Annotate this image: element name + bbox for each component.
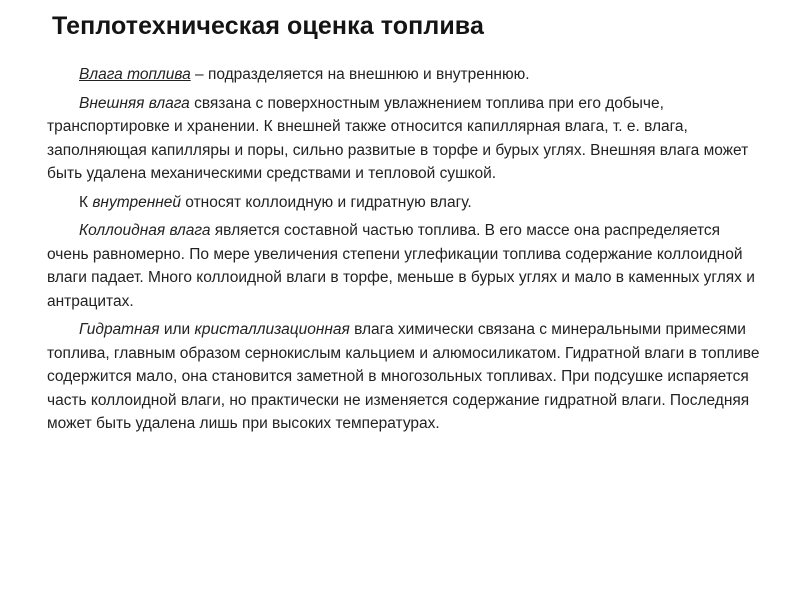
paragraph-text: связана с поверхностным увлажнением топлива при его добыче, транспортировке и хранении. К внешней также относится капиллярная влага, т. е. влага, заполняющая капилляры и поры, сильно развитые в торфе и бурых углях. Внешняя влага может быть удалена механическими средствами и тепловой сушкой. xyxy=(47,94,749,182)
paragraph-text: влага химически связана с минеральными примесями топлива, главным образом сернокислым кальцием и алюмосиликатом. Гидратной влаги в топливе содержится мало, она становится заметной в многозольных топливах. При подсушке испаряется часть коллоидной влаги, но практически не изменяется содержание гидратной влаги. Последняя может быть удалена лишь при высоких температурах. xyxy=(47,321,760,432)
paragraph-text: является составной частью топлива. В его массе она распределяется очень равномерно. По мере увеличения степени углефикации топлива содержание коллоидной влаги падает. Много коллоидной влаги в торфе, меньше в бурых углях и мало в каменных углях и антрацитах. xyxy=(47,222,755,310)
slide-title: Теплотехническая оценка топлива xyxy=(52,12,484,40)
paragraph-text: относят коллоидную и гидратную влагу. xyxy=(181,193,472,211)
paragraph-moisture-definition xyxy=(47,63,765,87)
term-crystallization: кристаллизационная xyxy=(194,321,350,338)
slide-body xyxy=(47,63,765,441)
paragraph-external-moisture xyxy=(47,92,765,186)
paragraph-prefix: К xyxy=(79,193,93,211)
paragraph-hydrate-moisture xyxy=(47,318,765,436)
paragraph-colloidal-moisture xyxy=(47,219,765,313)
term-external-moisture: Внешняя влага xyxy=(79,94,190,112)
term-hydrate: Гидратная xyxy=(79,321,160,338)
term-colloidal-moisture: Коллоидная влага xyxy=(79,222,211,239)
paragraph-internal-moisture xyxy=(47,191,765,215)
term-internal: внутренней xyxy=(92,193,181,211)
paragraph-text: – подразделяется на внешнюю и внутреннюю. xyxy=(190,66,530,83)
term-fuel-moisture: Влага топлива xyxy=(79,66,191,83)
paragraph-connector: или xyxy=(159,321,195,338)
